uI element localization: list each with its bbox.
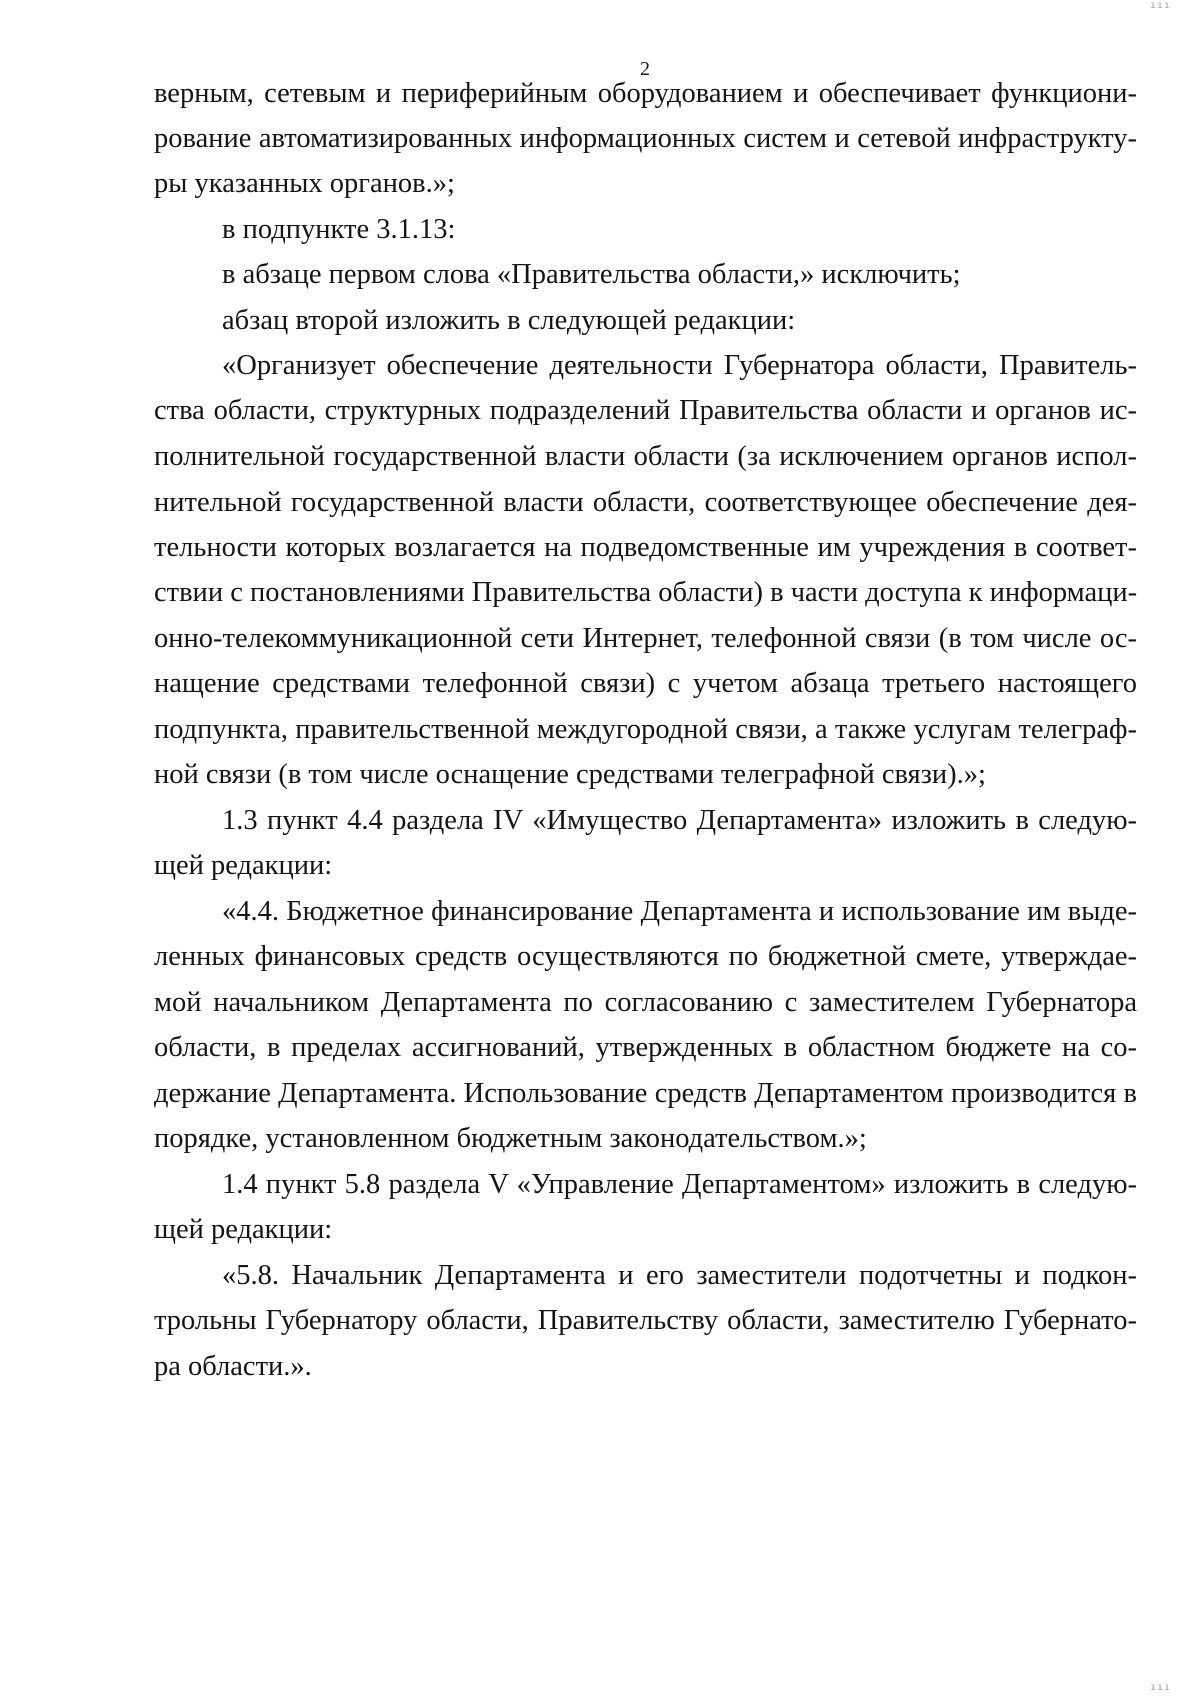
text-line: ры указанных органов.»;: [154, 168, 455, 199]
text-line: онно-телекоммуникационной сети Интернет, телефонной связи (в том числе ос-: [154, 623, 1137, 654]
text-line: порядке, установленном бюджетным законодательством.»;: [154, 1123, 867, 1154]
scan-artifact-top: ııı: [1150, 0, 1172, 11]
text-line: щей редакции:: [154, 850, 333, 881]
page-number: 2: [640, 58, 650, 80]
text-line: ра области.».: [154, 1351, 312, 1382]
text-line: нительной государственной власти области, соответствующее обеспечение дея-: [154, 487, 1137, 518]
text-line: подпункта, правительственной междугородной связи, а также услугам телеграф-: [154, 714, 1137, 745]
text-line: рование автоматизированных информационных систем и сетевой инфраструкту-: [154, 123, 1137, 154]
text-line: ленных финансовых средств осуществляются по бюджетной смете, утверждае-: [154, 941, 1137, 972]
text-line: держание Департамента. Использование средств Департаментом производится в: [154, 1078, 1137, 1109]
text-line: трольны Губернатору области, Правительству области, заместителю Губернато-: [154, 1305, 1137, 1336]
text-line: «Организует обеспечение деятельности Губернатора области, Правитель-: [222, 350, 1137, 381]
text-line: тельности которых возлагается на подведомственные им учреждения в соответ-: [154, 532, 1137, 563]
text-line: верным, сетевым и периферийным оборудованием и обеспечивает функциони-: [154, 78, 1137, 109]
text-line: 1.4 пункт 5.8 раздела V «Управление Департаментом» изложить в следую-: [222, 1169, 1137, 1200]
text-line: мой начальником Департамента по согласованию с заместителем Губернатора: [154, 987, 1137, 1018]
text-line: ствии с постановлениями Правительства области) в части доступа к информаци-: [154, 577, 1138, 608]
text-line: в подпункте 3.1.13:: [222, 214, 456, 245]
text-line: абзац второй изложить в следующей редакции:: [222, 305, 796, 336]
text-line: нащение средствами телефонной связи) с учетом абзаца третьего настоящего: [154, 668, 1137, 699]
text-line: 1.3 пункт 4.4 раздела IV «Имущество Департамента» изложить в следую-: [222, 805, 1137, 836]
text-line: в абзаце первом слова «Правительства области,» исключить;: [222, 259, 961, 290]
text-line: полнительной государственной власти области (за исключением органов испол-: [154, 441, 1137, 472]
text-line: ной связи (в том числе оснащение средствами телеграфной связи).»;: [154, 759, 986, 790]
text-line: области, в пределах ассигнований, утвержденных в областном бюджете на со-: [154, 1032, 1137, 1063]
scan-artifact-bottom: ııı: [1150, 1682, 1172, 1693]
text-line: щей редакции:: [154, 1214, 333, 1245]
text-line: ства области, структурных подразделений Правительства области и органов ис-: [154, 395, 1137, 426]
text-line: «4.4. Бюджетное финансирование Департамента и использование им выде-: [222, 896, 1137, 927]
text-line: «5.8. Начальник Департамента и его заместители подотчетны и подкон-: [222, 1260, 1137, 1291]
